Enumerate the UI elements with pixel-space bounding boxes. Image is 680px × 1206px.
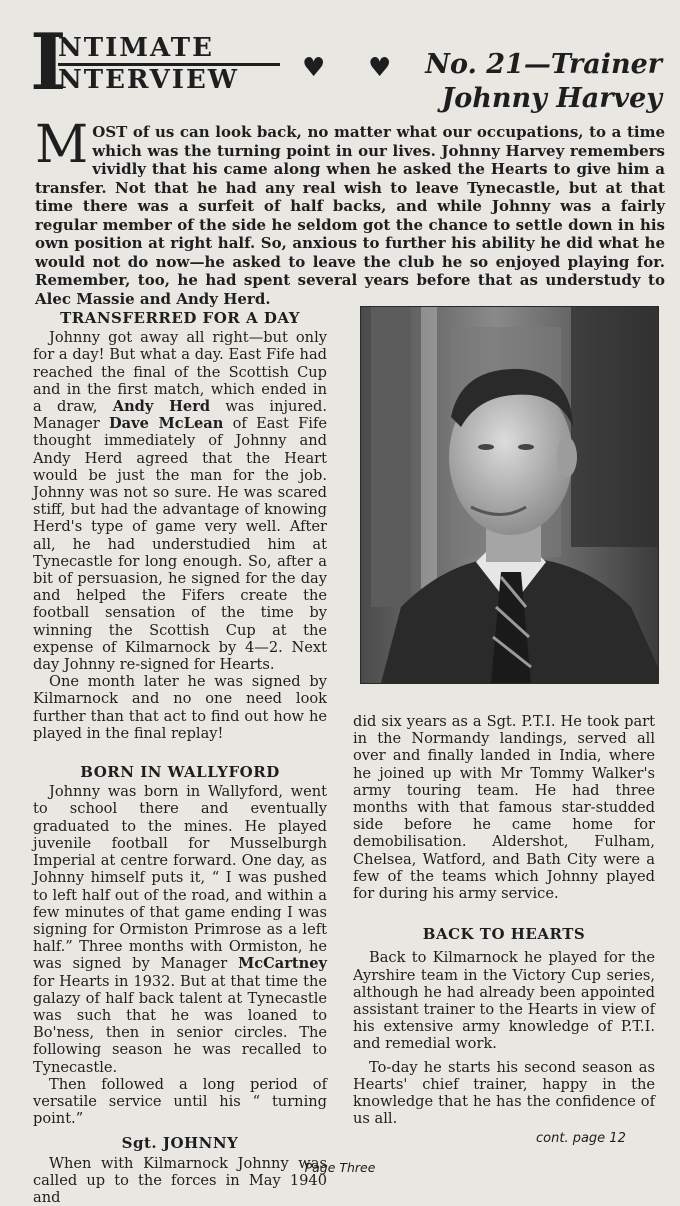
bold-name: McCartney (238, 955, 327, 973)
text-run: Johnny got away all right—but only for a day! But what a day. East Fife had reached the final of the Scottish Cup and in the first match, which ended in a draw, (33, 329, 327, 416)
page-number: Page Three (304, 1160, 376, 1175)
text-run: Johnny was born in Wallyford, went to school there and eventually graduated to the mines. He played juvenile football for Musselburgh Imperial at centre forward. One day, as Johnny himself puts it, “ I was pushed to left half out of the road, and within a few minutes of that game ending I was signing for Ormiston Primrose as a left half.” Three months with Ormiston, he was signed by Manager (33, 783, 327, 973)
intro-text: OST of us can look back, no matter what our occupations, to a time which was the turning point in our lives. Johnny Harvey remembers vividly that his came along when he asked the Hearts to give him a transfer. Not that he had any real wish to leave Tynecastle, but at that time there was a surfeit of half backs, and while Johnny was a fairly regular member of the side he seldom got the chance to settle down in his own position at right half. So, anxious to further his ability he did what he would not do now—he asked to leave the club he so enjoyed playing for. Remember, too, he had spent several years before that as understudy to Alec Massie and Andy Herd. (35, 123, 665, 308)
heart-icon: ♥ (302, 53, 326, 83)
heart-icon: ♥ (368, 53, 392, 83)
right-column (353, 713, 655, 1127)
logo-initial: I (30, 17, 67, 108)
logo-line-2: NTERVIEW (58, 65, 239, 95)
section-heading: BORN IN WALLYFORD (80, 763, 280, 782)
text-run: was injured. Manager (33, 398, 327, 433)
continued-note: cont. page 12 (536, 1131, 626, 1146)
article-title-line-2: Johnny Harvey (441, 83, 662, 114)
portrait-illustration (361, 307, 658, 683)
body-paragraph: To-day he starts his second season as Hearts' chief trainer, happy in the knowledge that he has the confidence of us all. (353, 1058, 655, 1128)
section-heading: BACK TO HEARTS (422, 925, 586, 944)
article-title-line-1: No. 21—Trainer (425, 49, 662, 80)
section-heading: Sgt. JOHNNY (121, 1134, 239, 1153)
body-paragraph: When with Kilmarnock Johnny was called up to the forces in May 1940 and (33, 1154, 327, 1206)
body-paragraph (33, 783, 327, 1075)
body-paragraph: Back to Kilmarnock he played for the Ayrshire team in the Victory Cup series, although he had already been appointed assistant trainer to the Hearts in view of his extensive army knowledge of P.T.I. and remedial work. (353, 949, 655, 1053)
body-paragraph: did six years as a Sgt. P.T.I. He took part in the Normandy landings, served all over and finally landed in India, where he joined up with Mr Tommy Walker's army touring team. He had three months with that famous star-studded side before he came home for demobilisation. Aldershot, Fulham, Chelsea, Watford, and Bath City were a few of the teams which Johnny played for during his army service. (353, 713, 655, 903)
bold-name: Dave McLean (109, 415, 224, 433)
column-logo (30, 17, 290, 108)
body-paragraph: Then followed a long period of versatile service until his “ turning point.” (33, 1075, 327, 1128)
text-run: of East Fife thought immediately of Johnny and Andy Herd agreed that the Heart would be just the man for the job. Johnny was not so sure. He was scared stiff, but had the advantage of knowing Herd's type of game very well. After all, he had understudied him at Tynecastle for long enough. So, after a bit of persuasion, he signed for the day and helped the Fifers create the football sensation of the time by winning the Scottish Cup at the expense of Kilmarnock by 4—2. Next day Johnny re-signed for Hearts. (33, 415, 327, 674)
text-run: for Hearts in 1932. But at that time the galazy of half back talent at Tynecastle was such that he was loaned to Bo'ness, then in senior circles. The following season he was recalled to Tynecastle. (33, 972, 327, 1076)
logo-line-1: NTIMATE (58, 33, 214, 63)
article-title (425, 48, 662, 116)
intro-paragraph (35, 115, 665, 308)
left-column (33, 310, 327, 1206)
body-paragraph (33, 329, 327, 673)
bold-name: Andy Herd (112, 398, 211, 416)
body-paragraph: One month later he was signed by Kilmarnock and no one need look further than that act to find out how he played in the final replay! (33, 673, 327, 742)
section-heading: TRANSFERRED FOR A DAY (60, 309, 300, 327)
portrait-photo (360, 306, 659, 684)
drop-cap: M (35, 115, 89, 175)
